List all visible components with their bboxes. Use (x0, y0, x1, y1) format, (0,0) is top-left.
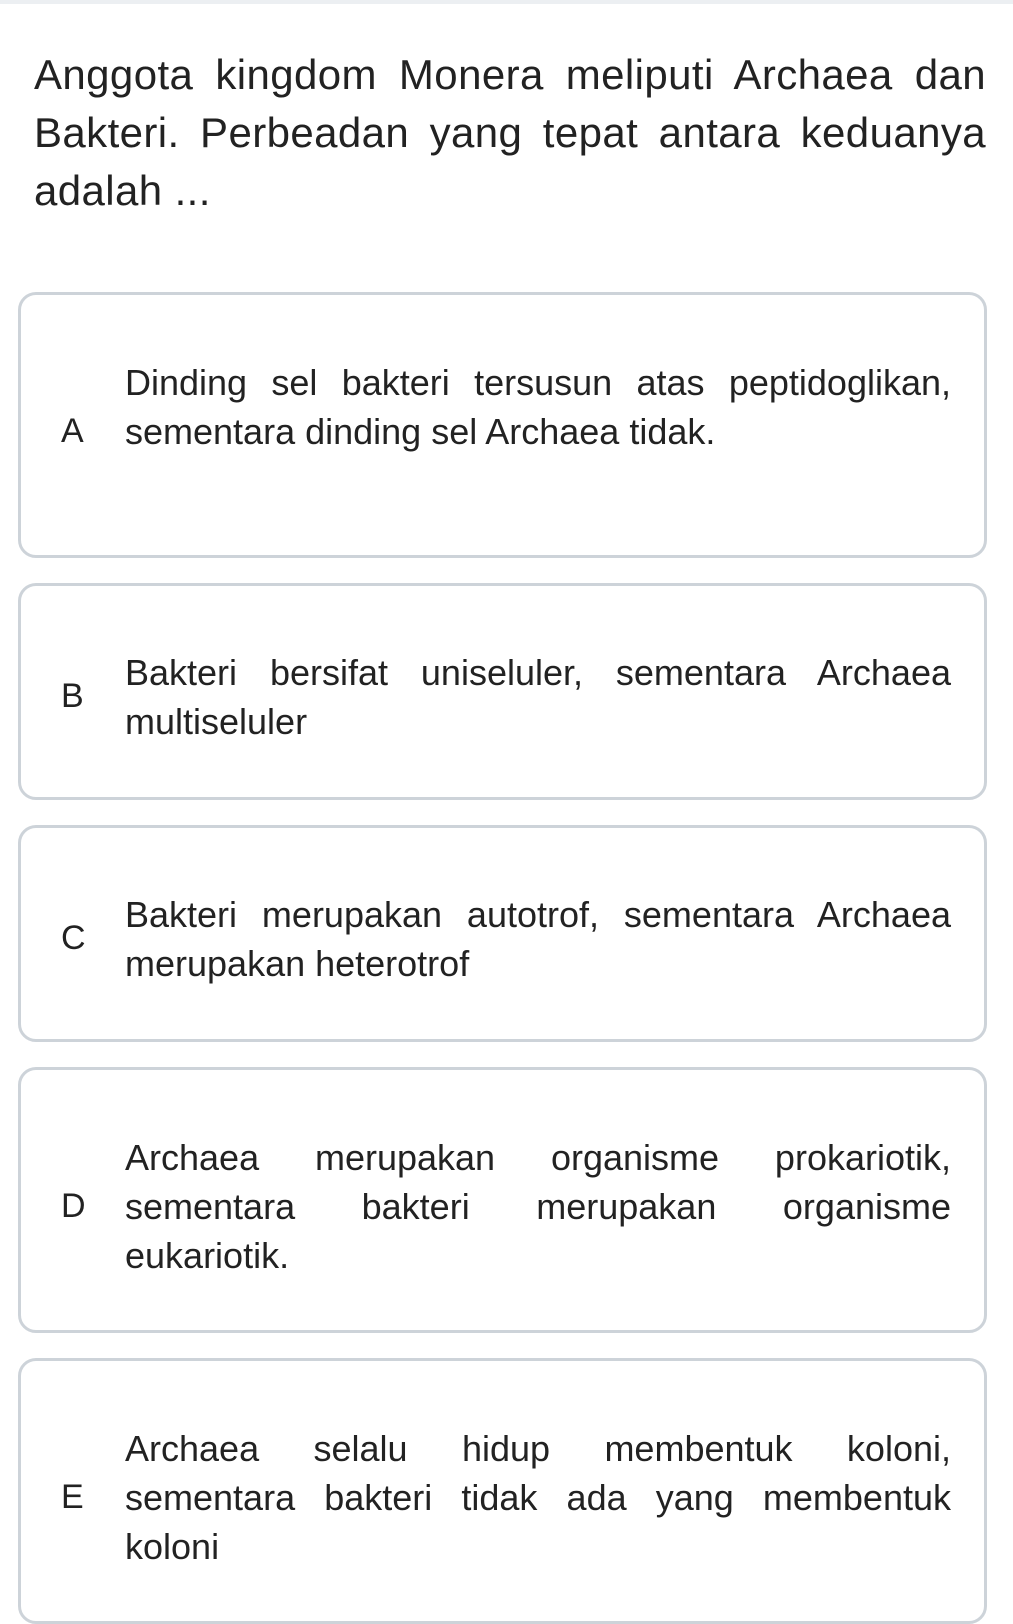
option-a-card[interactable] (18, 292, 987, 558)
option-c-letter: C (61, 919, 86, 957)
option-b-card[interactable] (18, 583, 987, 800)
option-c-text: Bakteri merupakan autotrof, sementara Archaea merupakan heterotrof (125, 894, 951, 984)
option-e-card[interactable] (18, 1358, 987, 1624)
option-b-letter: B (61, 677, 84, 715)
option-c-card[interactable] (18, 825, 987, 1042)
option-a-letter: A (61, 412, 84, 450)
option-e-letter: E (61, 1478, 84, 1516)
top-divider (0, 0, 1013, 4)
option-d-letter: D (61, 1187, 86, 1225)
option-a-text: Dinding sel bakteri tersusun atas peptidoglikan, sementara dinding sel Archaea tidak. (125, 362, 951, 452)
option-b-text: Bakteri bersifat uniseluler, sementara Archaea multiseluler (125, 652, 951, 742)
option-d-text: Archaea merupakan organisme prokariotik, sementara bakteri merupakan organisme eukariotik. (125, 1137, 951, 1276)
question-text: Anggota kingdom Monera meliputi Archaea dan Bakteri. Perbeadan yang tepat antara keduanya adalah ... (34, 51, 986, 214)
option-e-text: Archaea selalu hidup membentuk koloni, sementara bakteri tidak ada yang membentuk koloni (125, 1428, 951, 1567)
option-d-card[interactable] (18, 1067, 987, 1333)
